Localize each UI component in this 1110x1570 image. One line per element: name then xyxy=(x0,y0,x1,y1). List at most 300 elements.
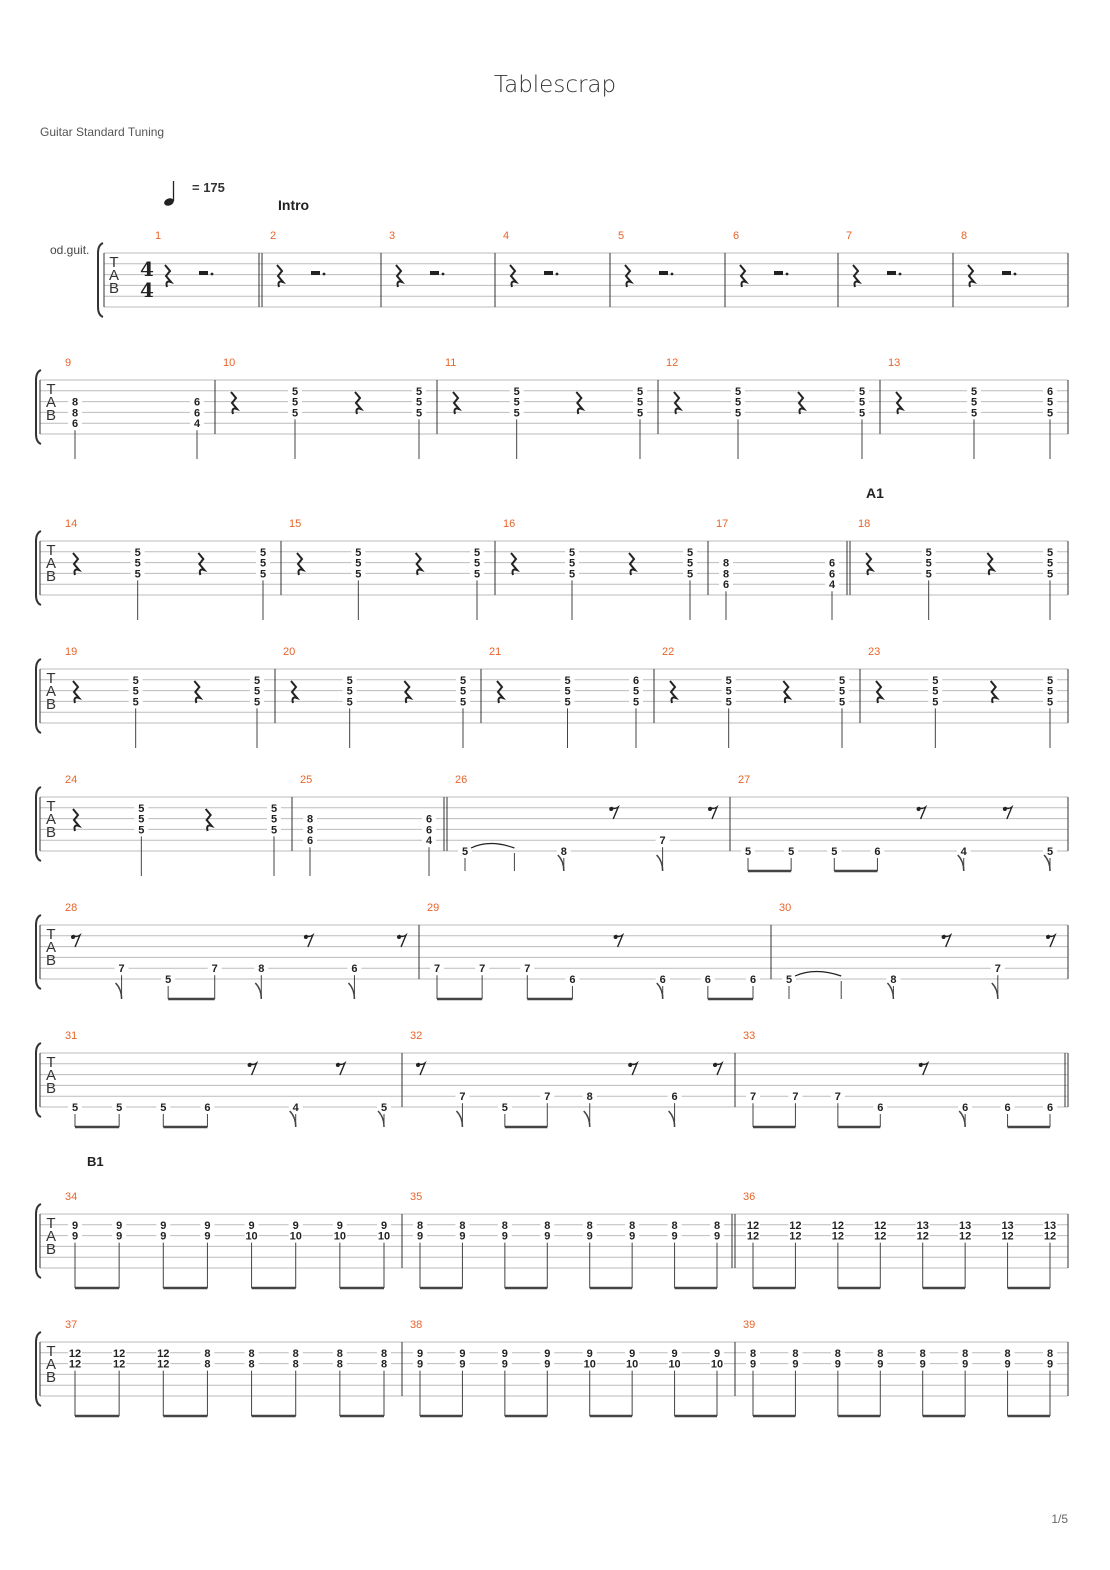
quarter-rest xyxy=(783,681,789,703)
fret-number: 9 xyxy=(629,1347,636,1360)
fret-number: 6 xyxy=(569,974,576,986)
fret-number: 5 xyxy=(291,396,299,409)
quarter-rest xyxy=(853,265,859,287)
page-number: 1/5 xyxy=(1051,1512,1068,1526)
fret-number: 5 xyxy=(513,385,520,398)
fret-number: 5 xyxy=(1046,396,1054,409)
fret-number: 4 xyxy=(292,1102,299,1114)
fret-number: 10 xyxy=(626,1358,639,1371)
fret-number: 5 xyxy=(259,568,267,581)
fret-number: 5 xyxy=(568,568,576,581)
note-flag xyxy=(992,983,998,999)
tuning-label: Guitar Standard Tuning xyxy=(40,125,165,139)
note-flag xyxy=(456,1111,462,1127)
fret-number: 8 xyxy=(306,824,314,837)
measure-number: 12 xyxy=(666,357,679,369)
measure-number: 36 xyxy=(743,1191,756,1203)
fret-number: 6 xyxy=(659,974,666,986)
quarter-rest xyxy=(625,265,631,287)
measure-number: 18 xyxy=(858,518,871,530)
fret-number: 13 xyxy=(1043,1219,1057,1232)
tab-system xyxy=(98,181,1068,317)
fret-number: 6 xyxy=(722,579,730,592)
fret-number: 9 xyxy=(416,1230,424,1243)
measure-number: 24 xyxy=(65,774,78,786)
fret-number: 10 xyxy=(333,1230,346,1243)
quarter-rest xyxy=(231,392,237,414)
fret-number: 10 xyxy=(245,1230,258,1243)
fret-number: 10 xyxy=(583,1358,596,1371)
tab-system xyxy=(36,787,1068,876)
fret-number: 8 xyxy=(204,1358,211,1371)
fret-number: 9 xyxy=(671,1230,678,1243)
fret-number: 8 xyxy=(586,1091,593,1104)
fret-number: 8 xyxy=(560,846,567,858)
fret-number: 5 xyxy=(138,813,145,826)
tab-clef-letter: A xyxy=(45,811,57,828)
tab-clef-letter: B xyxy=(108,280,120,297)
measure-number: 37 xyxy=(65,1319,78,1331)
fret-number: 4 xyxy=(960,846,967,858)
half-rest xyxy=(430,271,439,275)
fret-number: 9 xyxy=(792,1358,799,1371)
fret-number: 8 xyxy=(459,1219,466,1232)
fret-number: 5 xyxy=(632,696,640,709)
time-signature-bottom: 4 xyxy=(140,278,154,302)
section-label: Intro xyxy=(278,197,310,213)
quarter-rest xyxy=(510,265,516,287)
tab-clef-letter: B xyxy=(45,1080,57,1097)
fret-number: 5 xyxy=(473,546,481,559)
tab-clef-letter: B xyxy=(45,1241,57,1258)
fret-number: 9 xyxy=(501,1347,508,1360)
fret-number: 5 xyxy=(346,674,353,687)
fret-number: 5 xyxy=(788,846,795,858)
tab-clef-letter: B xyxy=(45,1369,57,1386)
measure-number: 19 xyxy=(65,646,78,658)
fret-number: 8 xyxy=(380,1347,388,1360)
tab-clef-letter: T xyxy=(46,1215,56,1232)
tab-clef-letter: T xyxy=(46,381,56,398)
fret-number: 5 xyxy=(259,557,267,570)
fret-number: 6 xyxy=(632,674,640,687)
quarter-rest xyxy=(165,265,171,287)
fret-number: 12 xyxy=(959,1230,972,1243)
fret-number: 9 xyxy=(71,1230,79,1243)
tie-arc xyxy=(795,972,841,977)
tab-clef-letter: B xyxy=(45,824,57,841)
fret-number: 12 xyxy=(113,1347,126,1360)
measure-number: 33 xyxy=(743,1030,756,1042)
fret-number: 5 xyxy=(501,1102,508,1114)
quarter-rest xyxy=(987,553,993,575)
fret-number: 6 xyxy=(671,1091,678,1104)
fret-number: 12 xyxy=(789,1230,802,1243)
fret-number: 7 xyxy=(118,963,125,976)
tab-clef-letter: T xyxy=(109,254,119,271)
fret-number: 5 xyxy=(734,396,742,409)
fret-number: 5 xyxy=(932,696,939,709)
fret-number: 5 xyxy=(1046,696,1054,709)
fret-number: 10 xyxy=(668,1358,681,1371)
fret-number: 5 xyxy=(734,407,742,420)
fret-number: 6 xyxy=(874,846,881,858)
fret-number: 8 xyxy=(1004,1347,1011,1360)
measure-number: 28 xyxy=(65,902,78,914)
fret-number: 12 xyxy=(113,1358,126,1371)
fret-number: 12 xyxy=(789,1219,802,1232)
fret-number: 9 xyxy=(459,1230,466,1243)
fret-number: 8 xyxy=(258,963,265,976)
tab-system xyxy=(36,1043,1068,1127)
fret-number: 12 xyxy=(157,1358,170,1371)
fret-number: 9 xyxy=(204,1219,211,1232)
half-rest xyxy=(311,271,320,275)
fret-number: 6 xyxy=(193,396,201,409)
tab-clef-letter: B xyxy=(45,568,57,585)
fret-number: 8 xyxy=(962,1347,969,1360)
tab-system xyxy=(36,659,1068,748)
fret-number: 5 xyxy=(355,557,362,570)
fret-number: 5 xyxy=(134,568,141,581)
fret-number: 9 xyxy=(116,1219,123,1232)
note-flag xyxy=(348,983,354,999)
fret-number: 12 xyxy=(746,1230,760,1243)
measure-number: 14 xyxy=(65,518,78,530)
fret-number: 5 xyxy=(138,802,145,815)
fret-number: 5 xyxy=(564,674,571,687)
quarter-rest xyxy=(73,553,79,575)
fret-number: 6 xyxy=(828,568,836,581)
fret-number: 8 xyxy=(834,1347,841,1360)
fret-number: 8 xyxy=(722,557,730,570)
fret-number: 5 xyxy=(380,1102,388,1114)
fret-number: 9 xyxy=(586,1347,593,1360)
measure-number: 2 xyxy=(270,230,277,242)
fret-number: 8 xyxy=(248,1347,255,1360)
fret-number: 5 xyxy=(831,846,838,858)
fret-number: 8 xyxy=(713,1219,721,1232)
measure-number: 34 xyxy=(65,1191,78,1203)
quarter-rest xyxy=(674,392,680,414)
fret-number: 5 xyxy=(970,396,978,409)
quarter-rest xyxy=(991,681,997,703)
quarter-rest xyxy=(73,809,79,831)
fret-number: 5 xyxy=(132,674,139,687)
fret-number: 13 xyxy=(959,1219,972,1232)
measure-number: 25 xyxy=(300,774,313,786)
fret-number: 12 xyxy=(746,1219,760,1232)
note-flag xyxy=(657,855,663,871)
measure-number: 39 xyxy=(743,1319,756,1331)
fret-number: 6 xyxy=(962,1102,969,1114)
fret-number: 5 xyxy=(636,385,644,398)
fret-number: 8 xyxy=(292,1358,299,1371)
fret-number: 5 xyxy=(132,685,139,698)
measure-number: 23 xyxy=(868,646,881,658)
measure-number: 8 xyxy=(961,230,968,242)
half-rest xyxy=(887,271,896,275)
fret-number: 6 xyxy=(828,557,836,570)
fret-number: 5 xyxy=(1046,557,1054,570)
fret-number: 5 xyxy=(734,385,742,398)
fret-number: 5 xyxy=(838,674,846,687)
fret-number: 8 xyxy=(380,1358,388,1371)
fret-number: 12 xyxy=(1001,1230,1014,1243)
measure-number: 17 xyxy=(716,518,729,530)
fret-number: 6 xyxy=(306,835,314,848)
fret-number: 6 xyxy=(704,974,711,986)
quarter-rest xyxy=(629,553,635,575)
tab-clef-letter: A xyxy=(108,267,120,284)
quarter-rest xyxy=(194,681,200,703)
fret-number: 5 xyxy=(1046,674,1054,687)
fret-number: 5 xyxy=(473,557,481,570)
measure-number: 38 xyxy=(410,1319,423,1331)
fret-number: 5 xyxy=(259,546,267,559)
fret-number: 10 xyxy=(289,1230,302,1243)
fret-number: 6 xyxy=(204,1102,211,1114)
rest-dot xyxy=(323,273,326,276)
fret-number: 8 xyxy=(722,568,730,581)
fret-number: 5 xyxy=(970,407,978,420)
tab-system xyxy=(36,915,1068,999)
fret-number: 8 xyxy=(749,1347,757,1360)
quarter-rest xyxy=(876,681,882,703)
tab-clef-letter: A xyxy=(45,394,57,411)
quarter-rest xyxy=(497,681,503,703)
fret-number: 5 xyxy=(253,674,261,687)
fret-number: 5 xyxy=(1046,546,1054,559)
fret-number: 5 xyxy=(134,546,141,559)
quarter-rest xyxy=(511,553,517,575)
note-flag xyxy=(255,983,261,999)
fret-number: 12 xyxy=(874,1219,887,1232)
fret-number: 5 xyxy=(291,407,299,420)
fret-number: 9 xyxy=(749,1358,757,1371)
rest-dot xyxy=(556,273,559,276)
half-rest xyxy=(659,271,668,275)
quarter-rest xyxy=(798,392,804,414)
fret-number: 6 xyxy=(425,824,433,837)
measure-number: 16 xyxy=(503,518,516,530)
fret-number: 7 xyxy=(994,963,1001,976)
fret-number: 12 xyxy=(157,1347,170,1360)
fret-number: 9 xyxy=(1004,1358,1011,1371)
fret-number: 12 xyxy=(916,1230,929,1243)
measure-number: 32 xyxy=(410,1030,423,1042)
fret-number: 5 xyxy=(564,685,571,698)
fret-number: 5 xyxy=(970,385,978,398)
fret-number: 9 xyxy=(919,1358,926,1371)
quarter-rest xyxy=(576,392,582,414)
quarter-rest xyxy=(453,392,459,414)
measure-number: 35 xyxy=(410,1191,423,1203)
quarter-rest xyxy=(968,265,974,287)
fret-number: 5 xyxy=(415,396,423,409)
fret-number: 5 xyxy=(686,557,694,570)
fret-number: 10 xyxy=(710,1358,724,1371)
fret-number: 5 xyxy=(346,696,353,709)
fret-number: 5 xyxy=(134,557,141,570)
fret-number: 9 xyxy=(116,1230,123,1243)
fret-number: 9 xyxy=(962,1358,969,1371)
fret-number: 6 xyxy=(71,418,79,431)
fret-number: 12 xyxy=(1043,1230,1057,1243)
measure-number: 15 xyxy=(289,518,302,530)
fret-number: 5 xyxy=(925,546,932,559)
page-title: Tablescrap xyxy=(493,72,617,98)
fret-number: 8 xyxy=(890,974,897,986)
fret-number: 5 xyxy=(725,696,732,709)
fret-number: 8 xyxy=(501,1219,508,1232)
fret-number: 8 xyxy=(877,1347,884,1360)
quarter-rest xyxy=(416,553,422,575)
fret-number: 5 xyxy=(415,385,423,398)
fret-number: 9 xyxy=(544,1358,551,1371)
half-rest xyxy=(1002,271,1011,275)
half-rest xyxy=(544,271,553,275)
fret-number: 7 xyxy=(544,1091,551,1104)
quarter-rest xyxy=(896,392,902,414)
fret-number: 8 xyxy=(336,1347,343,1360)
fret-number: 5 xyxy=(568,557,576,570)
fret-number: 6 xyxy=(1004,1102,1011,1114)
rest-dot xyxy=(899,273,902,276)
fret-number: 6 xyxy=(351,963,358,976)
tab-system xyxy=(36,1204,1068,1288)
quarter-rest xyxy=(198,553,204,575)
fret-number: 5 xyxy=(253,685,261,698)
fret-number: 6 xyxy=(193,407,201,420)
fret-number: 5 xyxy=(291,385,299,398)
fret-number: 7 xyxy=(792,1091,799,1104)
fret-number: 9 xyxy=(586,1230,593,1243)
tab-clef-letter: B xyxy=(45,407,57,424)
fret-number: 13 xyxy=(1001,1219,1014,1232)
fret-number: 7 xyxy=(659,835,666,848)
measure-number: 1 xyxy=(155,230,162,242)
tab-clef-letter: A xyxy=(45,683,57,700)
fret-number: 5 xyxy=(858,407,866,420)
fret-number: 5 xyxy=(473,568,481,581)
measure-number: 26 xyxy=(455,774,468,786)
fret-number: 8 xyxy=(629,1219,636,1232)
measure-number: 31 xyxy=(65,1030,78,1042)
fret-number: 5 xyxy=(636,396,644,409)
fret-number: 12 xyxy=(68,1358,82,1371)
fret-number: 9 xyxy=(501,1230,508,1243)
measure-number: 6 xyxy=(733,230,740,242)
measure-number: 27 xyxy=(738,774,751,786)
note-flag xyxy=(116,983,122,999)
fret-number: 10 xyxy=(377,1230,391,1243)
fret-number: 5 xyxy=(1046,846,1054,858)
fret-number: 8 xyxy=(306,813,314,826)
tab-system xyxy=(36,531,1068,620)
quarter-rest xyxy=(297,553,303,575)
quarter-rest xyxy=(740,265,746,287)
rest-dot xyxy=(442,273,445,276)
fret-number: 5 xyxy=(415,407,423,420)
fret-number: 9 xyxy=(671,1347,678,1360)
fret-number: 8 xyxy=(71,407,79,420)
fret-number: 8 xyxy=(671,1219,678,1232)
tab-clef-letter: A xyxy=(45,939,57,956)
fret-number: 5 xyxy=(932,685,939,698)
fret-number: 8 xyxy=(336,1358,343,1371)
section-label: A1 xyxy=(866,485,884,501)
fret-number: 8 xyxy=(586,1219,593,1232)
fret-number: 12 xyxy=(874,1230,887,1243)
fret-number: 5 xyxy=(355,568,362,581)
fret-number: 8 xyxy=(792,1347,799,1360)
time-signature-top: 4 xyxy=(140,257,154,281)
tempo-marking: = 175 xyxy=(192,180,225,195)
tab-clef-letter: T xyxy=(46,1054,56,1071)
fret-number: 5 xyxy=(686,546,694,559)
tab-clef-letter: T xyxy=(46,670,56,687)
measure-number: 3 xyxy=(389,230,396,242)
fret-number: 5 xyxy=(564,696,571,709)
fret-number: 9 xyxy=(501,1358,508,1371)
fret-number: 7 xyxy=(433,963,441,976)
note-flag xyxy=(584,1111,590,1127)
measure-number: 22 xyxy=(662,646,675,658)
measure-number: 5 xyxy=(618,230,625,242)
fret-number: 5 xyxy=(270,802,278,815)
measure-number: 21 xyxy=(489,646,502,658)
fret-number: 5 xyxy=(253,696,261,709)
fret-number: 6 xyxy=(1046,1102,1054,1114)
fret-number: 5 xyxy=(513,396,520,409)
fret-number: 5 xyxy=(925,568,932,581)
fret-number: 5 xyxy=(744,846,752,858)
fret-number: 5 xyxy=(725,685,732,698)
fret-number: 5 xyxy=(725,674,732,687)
fret-number: 9 xyxy=(416,1347,424,1360)
rest-dot xyxy=(786,273,789,276)
fret-number: 9 xyxy=(160,1230,167,1243)
fret-number: 5 xyxy=(459,696,467,709)
fret-number: 5 xyxy=(138,824,145,837)
fret-number: 9 xyxy=(336,1219,343,1232)
tab-clef-letter: T xyxy=(46,542,56,559)
fret-number: 4 xyxy=(828,579,836,592)
fret-number: 7 xyxy=(524,963,531,976)
rest-dot xyxy=(211,273,214,276)
tie-arc xyxy=(471,844,514,849)
quarter-rest xyxy=(291,681,297,703)
measure-number: 11 xyxy=(445,357,457,369)
fret-number: 6 xyxy=(877,1102,884,1114)
fret-number: 5 xyxy=(636,407,644,420)
note-flag xyxy=(669,1111,675,1127)
fret-number: 7 xyxy=(459,1091,466,1104)
rest-dot xyxy=(1014,273,1017,276)
tab-clef-letter: A xyxy=(45,1228,57,1245)
measure-number: 29 xyxy=(427,902,440,914)
tab-clef-letter: T xyxy=(46,1343,56,1360)
fret-number: 6 xyxy=(749,974,757,986)
quarter-rest xyxy=(277,265,283,287)
half-rest xyxy=(774,271,783,275)
fret-number: 5 xyxy=(270,813,278,826)
fret-number: 5 xyxy=(346,685,353,698)
fret-number: 5 xyxy=(459,674,467,687)
fret-number: 9 xyxy=(629,1230,636,1243)
fret-number: 5 xyxy=(632,685,640,698)
